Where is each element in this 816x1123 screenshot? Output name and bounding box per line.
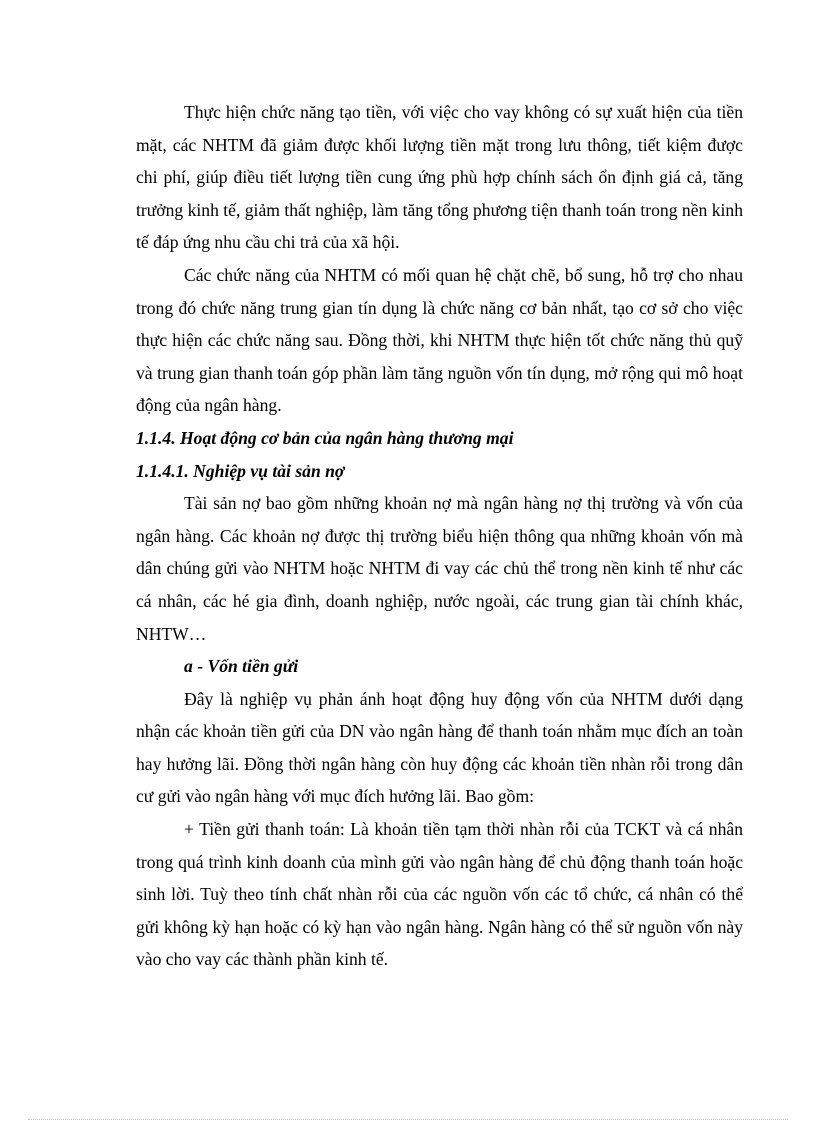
section-heading-liabilities: 1.1.4.1. Nghiệp vụ tài sản nợ bbox=[136, 460, 345, 481]
footer-divider bbox=[28, 1119, 788, 1120]
subheading-deposit-capital: a - Vốn tiền gửi bbox=[184, 656, 299, 677]
paragraph-functions-relation: Các chức năng của NHTM có mối quan hệ chặt chẽ, bổ sung, hỗ trợ cho nhau trong đó chức năng trung gian tín dụng là chức năng cơ bản nhất, tạo cơ sở cho việc thực hiện các chức năng sau. Đồng thời, khi NHTM thực hiện tốt chức năng thủ quỹ và trung gian thanh toán góp phần làm tăng nguồn vốn tín dụng, mở rộng qui mô hoạt động của ngân hàng. bbox=[136, 264, 743, 416]
paragraph-money-creation: Thực hiện chức năng tạo tiền, với việc cho vay không có sự xuất hiện của tiền mặt, các NHTM đã giảm được khối lượng tiền mặt trong lưu thông, tiết kiệm được chi phí, giúp điều tiết lượng tiền cung ứng phù hợp chính sách ổn định giá cả, tăng trưởng kinh tế, giảm thất nghiệp, làm tăng tổng phương tiện thanh toán trong nền kinh tế đáp ứng nhu cầu chi trả của xã hội. bbox=[136, 102, 743, 253]
section-heading-basic-activities: 1.1.4. Hoạt động cơ bản của ngân hàng thương mại bbox=[136, 427, 514, 448]
paragraph-deposits: Đây là nghiệp vụ phản ánh hoạt động huy động vốn của NHTM dưới dạng nhận các khoản tiền gửi của DN vào ngân hàng để thanh toán nhằm mục đích an toàn hay hưởng lãi. Đồng thời ngân hàng còn huy động các khoản tiền nhàn rỗi trong dân cư gửi vào ngân hàng với mục đích hưởng lãi. Bao gồm: bbox=[136, 688, 743, 807]
paragraph-payment-deposits: + Tiền gửi thanh toán: Là khoản tiền tạm thời nhàn rỗi của TCKT và cá nhân trong quá trình kinh doanh của mình gửi vào ngân hàng để chủ động thanh toán hoặc sinh lời. Tuỳ theo tính chất nhàn rỗi của các nguồn vốn các tổ chức, cá nhân có thể gửi không kỳ hạn hoặc có kỳ hạn vào ngân hàng. Ngân hàng có thể sử nguồn vốn này vào cho vay các thành phần kinh tế. bbox=[136, 819, 743, 970]
document-page bbox=[136, 96, 743, 976]
paragraph-liabilities: Tài sản nợ bao gồm những khoản nợ mà ngân hàng nợ thị trường và vốn của ngân hàng. Các khoản nợ được thị trường biểu hiện thông qua những khoản vốn mà dân chúng gửi vào NHTM hoặc NHTM đi vay các chủ thể trong nền kinh tế như các cá nhân, các hé gia đình, doanh nghiệp, nước ngoài, các trung gian tài chính khác, NHTW… bbox=[136, 493, 743, 644]
